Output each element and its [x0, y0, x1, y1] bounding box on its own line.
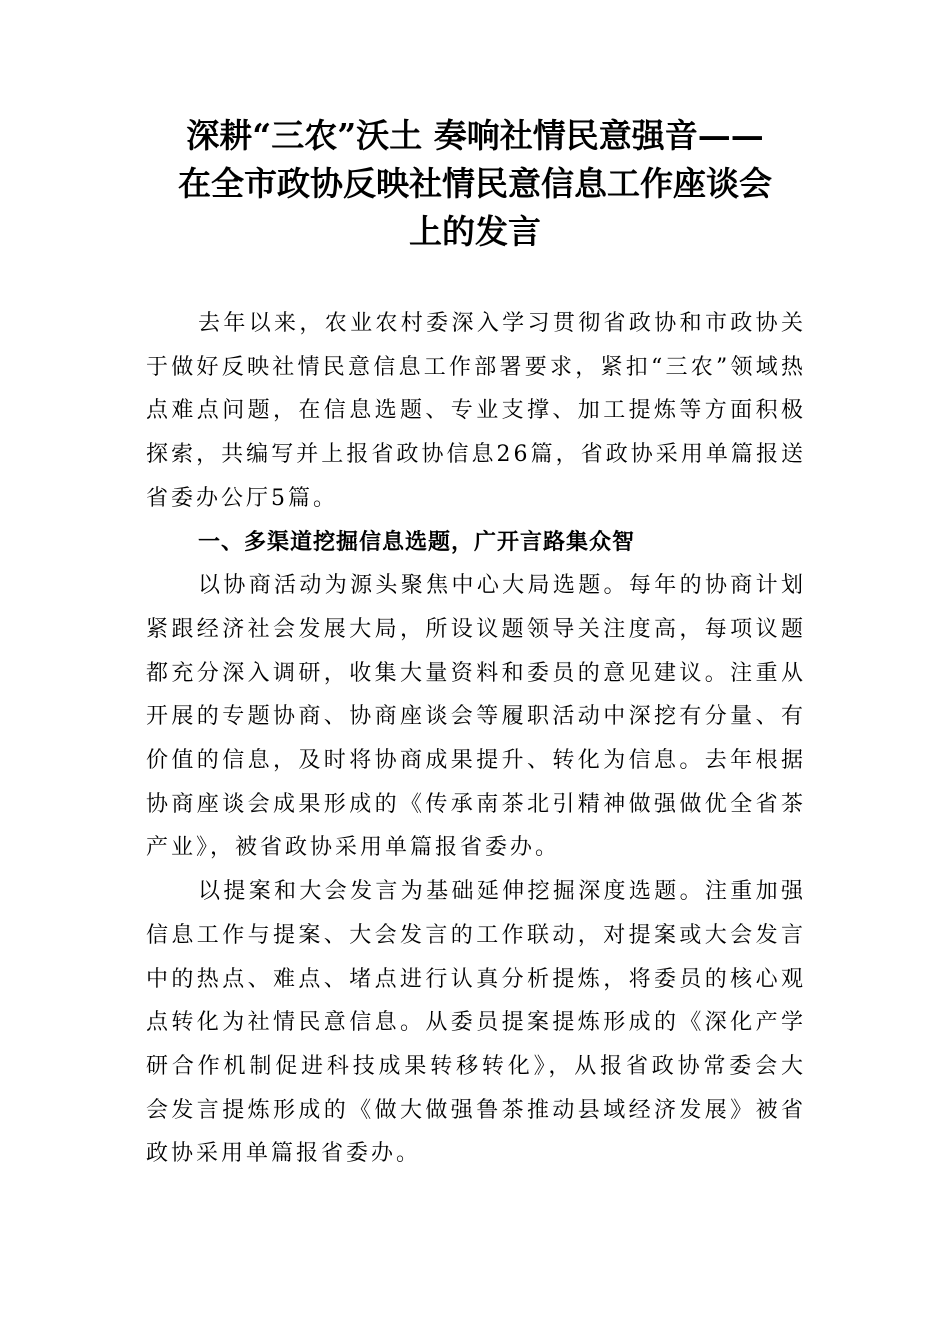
document-title [140, 112, 810, 256]
section-heading-1: 一、多渠道挖掘信息选题，广开言路集众智 [198, 529, 636, 555]
intro-paragraph: 去年以来，农业农村委深入学习贯彻省政协和市政协关于做好反映社情民意信息工作部署要求，紧扣“三农”领域热点难点问题，在信息选题、专业支撑、加工提炼等方面积极探索，共编写并上报省政协信息26篇，省政协采用单篇报送省委办公厅5篇。 [146, 311, 806, 511]
body-paragraph-1: 以协商活动为源头聚焦中心大局选题。每年的协商计划紧跟经济社会发展大局，所设议题领导关注度高，每项议题都充分深入调研，收集大量资料和委员的意见建议。注重从开展的专题协商、协商座谈会等履职活动中深挖有分量、有价值的信息，及时将协商成果提升、转化为信息。去年根据协商座谈会成果形成的《传承南茶北引精神做强做优全省茶产业》，被省政协采用单篇报省委办。 [146, 573, 806, 861]
title-line-3: 上的发言 [409, 212, 541, 251]
body-paragraph-2: 以提案和大会发言为基础延伸挖掘深度选题。注重加强信息工作与提案、大会发言的工作联动，对提案或大会发言中的热点、难点、堵点进行认真分析提炼，将委员的核心观点转化为社情民意信息。从委员提案提炼形成的《深化产学研合作机制促进科技成果转移转化》，从报省政协常委会大会发言提炼形成的《做大做强鲁茶推动县域经济发展》被省政协采用单篇报省委办。 [146, 879, 806, 1167]
document-body [146, 302, 806, 1176]
title-line-1: 深耕“三农”沃土 奏响社情民意强音—— [186, 116, 764, 155]
title-line-2: 在全市政协反映社情民意信息工作座谈会 [178, 164, 772, 203]
